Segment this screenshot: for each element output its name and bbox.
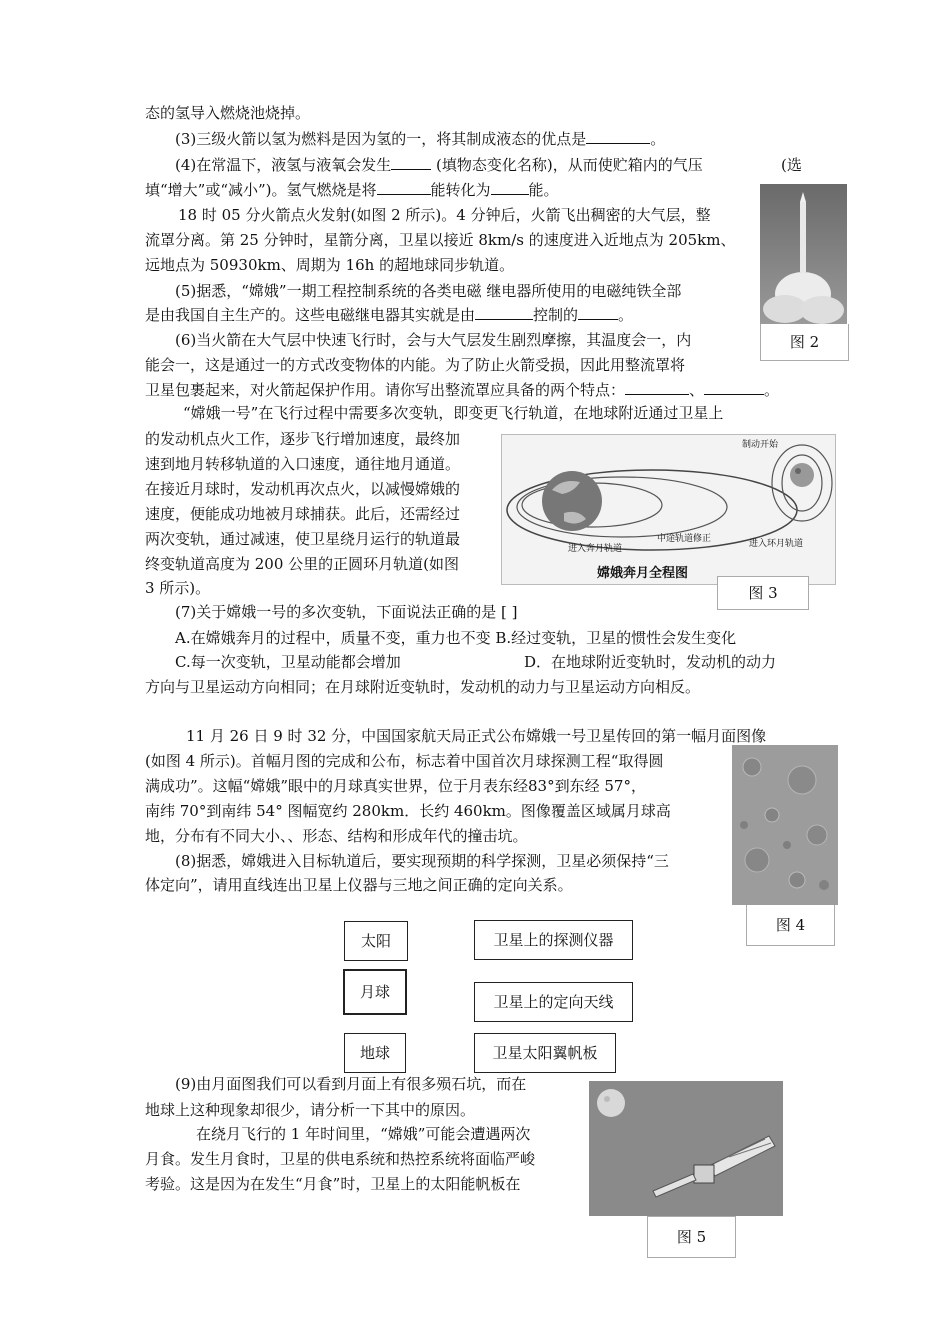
match-left-sun[interactable]: 太阳 <box>344 921 408 961</box>
rocket-launch-photo <box>760 184 847 324</box>
text-fragment: (选 <box>781 156 802 174</box>
question-6-cont: 卫星包裹起来，对火箭起保护作用。请你写出整流罩应具备的两个特点： 、 。 <box>145 381 780 399</box>
question-6: (6)当火箭在大气层中快速飞行时，会与大气层发生剧烈摩擦，其温度会一，内 <box>175 331 692 349</box>
match-right-solar-panel[interactable]: 卫星太阳翼帆板 <box>474 1033 616 1073</box>
text-line: 满成功”。这幅“嫦娥”眼中的月球真实世界，位于月表东经83°到东经 57°， <box>145 777 646 795</box>
text-line: 速到地月转移轨道的入口速度，通往地月通道。 <box>145 455 461 473</box>
text-line: 流罩分离。第 25 分钟时，星箭分离，卫星以接近 8km/s 的速度进入近地点为 205km、 <box>145 231 736 249</box>
figure-4-caption: 图 4 <box>746 905 835 946</box>
question-3: (3)三级火箭以氢为燃料是因为氢的一，将其制成液态的优点是 。 <box>175 130 666 148</box>
text-line: 11 月 26 日 9 时 32 分，中国国家航天局正式公布嫦娥一号卫星传回的第一幅月面图像 <box>186 727 767 745</box>
answer-blank[interactable] <box>377 180 431 195</box>
text-line: 体定向”，请用直线连出卫星上仪器与三地之间正确的定向关系。 <box>145 876 573 894</box>
diagram-title: 嫦娥奔月全程图 <box>597 566 689 581</box>
question-4-cont: 填“增大”或“减小”)。氢气燃烧是将 能转化为 能。 <box>145 181 559 199</box>
text-line: 18 时 05 分火箭点火发射(如图 2 所示)。4 分钟后，火箭飞出稠密的大气层，整 <box>178 206 711 224</box>
answer-blank[interactable] <box>704 380 764 395</box>
option-c[interactable]: C.每一次变轨，卫星动能都会增加 <box>175 653 401 671</box>
figure-3-caption: 图 3 <box>717 576 809 610</box>
text-line: 远地点为 50930km、周期为 16h 的超地球同步轨道。 <box>145 256 515 274</box>
orbit-label: 制动开始 <box>742 440 779 450</box>
text-line: 能会一，这是通过一的方式改变物体的内能。为了防止火箭受损，因此用整流罩将 <box>145 356 686 374</box>
question-9: (9)由月面图我们可以看到月面上有很多殒石坑，而在 <box>175 1075 527 1093</box>
text-line: 考验。这是因为在发生“月食”时，卫星上的太阳能帆板在 <box>145 1175 521 1193</box>
text-line: 南纬 70°到南纬 54° 图幅宽约 280km．长约 460km。图像覆盖区域属月球高 <box>145 802 671 820</box>
answer-blank[interactable] <box>475 305 533 320</box>
chang-e-orbit-diagram <box>501 434 836 585</box>
text-line: 3 所示)。 <box>145 579 211 597</box>
match-left-earth[interactable]: 地球 <box>344 1033 406 1073</box>
answer-blank[interactable] <box>391 155 431 170</box>
orbit-label: 进入环月轨道 <box>749 539 804 549</box>
option-d[interactable]: D．在地球附近变轨时，发动机的动力 <box>524 653 777 671</box>
match-left-moon[interactable]: 月球 <box>343 969 407 1015</box>
text-line: 在绕月飞行的 1 年时间里，“嫦娥”可能会遭遇两次 <box>196 1125 531 1143</box>
answer-blank[interactable] <box>491 180 529 195</box>
question-5: (5)据悉，“嫦娥”一期工程控制系统的各类电磁 继电器所使用的电磁纯铁全部 <box>175 282 682 300</box>
lunar-surface-image <box>732 745 838 905</box>
match-right-antenna[interactable]: 卫星上的定向天线 <box>474 982 633 1022</box>
text-line: 方向与卫星运动方向相同；在月球附近变轨时，发动机的动力与卫星运动方向相反。 <box>145 678 701 696</box>
answer-blank[interactable] <box>578 305 618 320</box>
text-line: 地球上这种现象却很少，请分析一下其中的原因。 <box>145 1101 476 1119</box>
text-line: 速度，便能成功地被月球捕获。此后，还需经过 <box>145 505 461 523</box>
question-8: (8)据悉，嫦娥进入目标轨道后，要实现预期的科学探测，卫星必须保持“三 <box>175 852 669 870</box>
figure-5-caption: 图 5 <box>647 1216 736 1258</box>
figure-2-caption: 图 2 <box>760 324 849 361</box>
text-line: (如图 4 所示)。首幅月图的完成和公布，标志着中国首次月球探测工程“取得圆 <box>145 752 664 770</box>
answer-blank[interactable] <box>586 129 650 144</box>
text-line: “嫦娥一号”在飞行过程中需要多次变轨，即变更飞行轨道，在地球附近通过卫星上 <box>183 404 724 422</box>
question-7: (7)关于嫦娥一号的多次变轨，下面说法正确的是 [ ] <box>175 603 518 621</box>
answer-blank[interactable] <box>625 380 689 395</box>
text-line: 地，分布有不同大小、、形态、结构和形成年代的撞击坑。 <box>145 827 528 845</box>
satellite-image <box>589 1081 783 1216</box>
orbit-label: 进入奔月轨道 <box>568 544 623 554</box>
text-line: 月食。发生月食时，卫星的供电系统和热控系统将面临严峻 <box>145 1150 536 1168</box>
question-5-cont: 是由我国自主生产的。这些电磁继电器其实就是由 控制的 。 <box>145 306 634 324</box>
text-line: 终变轨道高度为 200 公里的正圆环月轨道(如图 <box>145 555 460 573</box>
text-line: 在接近月球时，发动机再次点火，以减慢嫦娥的 <box>145 480 461 498</box>
question-4: (4)在常温下，液氢与液氧会发生 (填物态变化名称)，从而使贮箱内的气压 <box>175 156 703 174</box>
text-line: 态的氢导入燃烧池烧掉。 <box>145 104 311 122</box>
text-line: 的发动机点火工作，逐步飞行增加速度，最终加 <box>145 430 461 448</box>
text-line: 两次变轨，通过减速，使卫星绕月运行的轨道最 <box>145 530 461 548</box>
option-a-b[interactable]: A.在嫦娥奔月的过程中，质量不变，重力也不变 B.经过变轨，卫星的惯性会发生变化 <box>175 629 737 647</box>
orbit-label: 中途轨道修正 <box>657 534 712 544</box>
match-right-detector[interactable]: 卫星上的探测仪器 <box>474 920 633 960</box>
